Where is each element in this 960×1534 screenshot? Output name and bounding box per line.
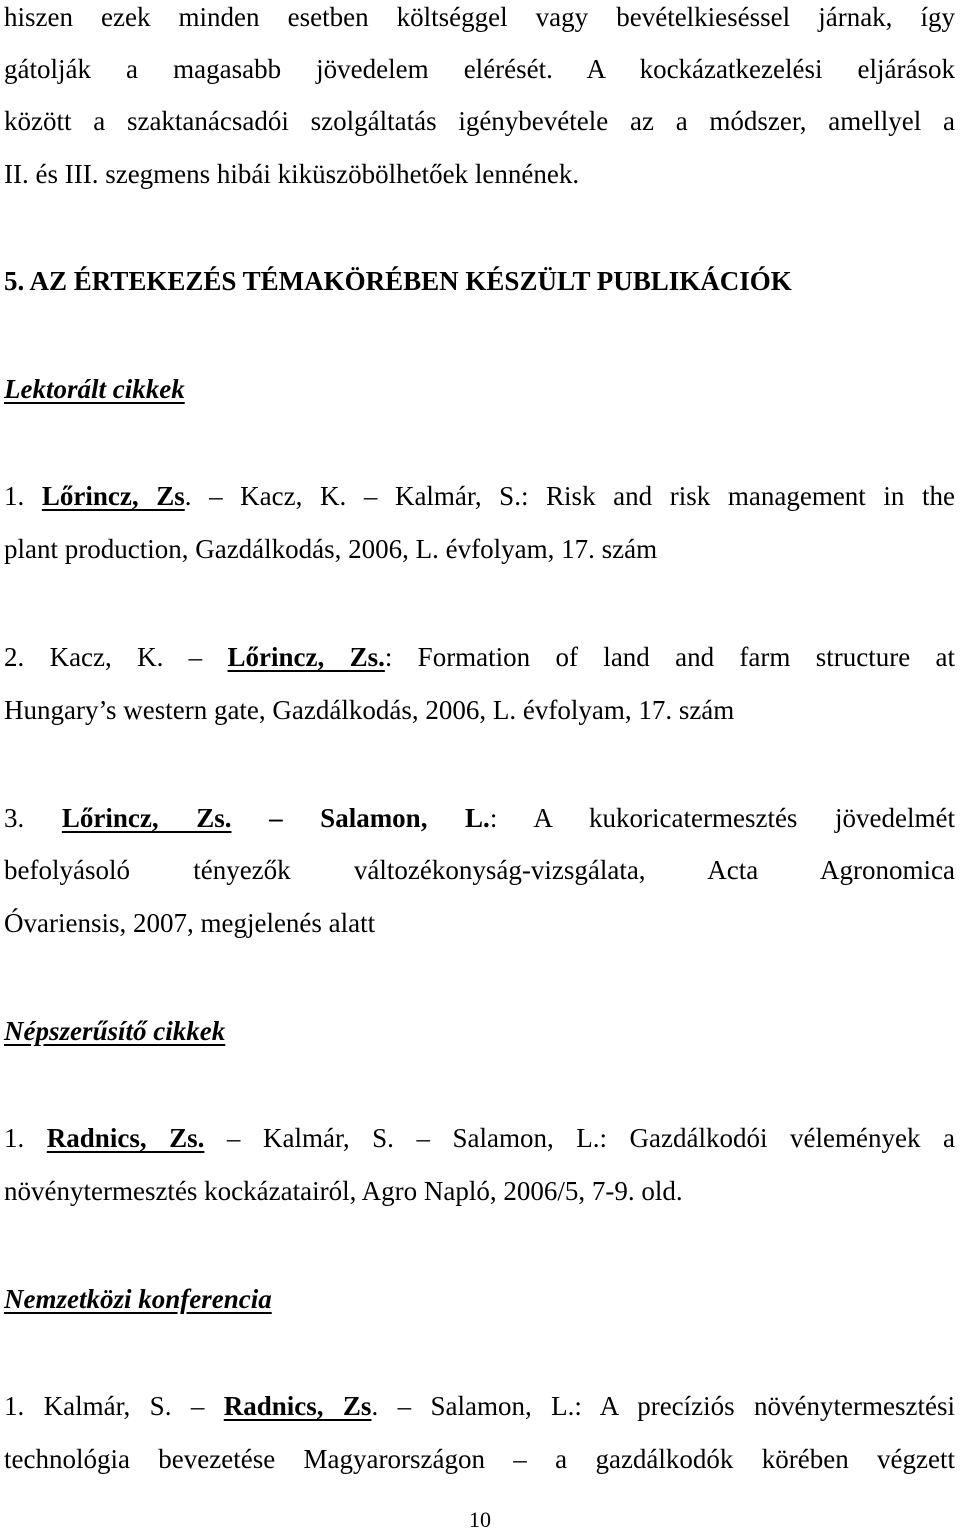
reviewed-item-3-line-2: befolyásoló tényezők változékonyság-vizsgálata, Acta Agronomica [4,855,955,885]
intro-line-1: hiszen ezek minden esetben költséggel vagy bevételkieséssel járnak, így [4,2,955,32]
reviewed-item-3-line-3: Óvariensis, 2007, megjelenés alatt [4,908,376,938]
popular-heading [4,1014,955,1048]
popular-item-1-line-2: növénytermesztés kockázatairól, Agro Napló, 2006/5, 7-9. old. [4,1176,683,1206]
page-number: 10 [469,1507,491,1532]
conference-item-1-line-2: technológia bevezetése Magyarországon – a gazdálkodók körében végzett [4,1444,955,1474]
reviewed-item-2-line-1: 2. Kacz, K. – Lőrincz, Zs.: Formation of land and farm structure at [4,642,956,672]
reviewed-heading-text: Lektorált cikkek [4,374,185,404]
intro-line-4: II. és III. szegmens hibái kiküszöbölhetőek lennének. [4,159,580,189]
conference-heading [4,1282,955,1316]
section-heading: 5. AZ ÉRTEKEZÉS TÉMAKÖRÉBEN KÉSZÜLT PUBLIKÁCIÓK [4,266,792,296]
reviewed-item-1-line-2: plant production, Gazdálkodás, 2006, L. évfolyam, 17. szám [4,534,658,564]
author-highlight: Lőrincz, Zs. [61,803,232,833]
reviewed-item-3-line-1: 3. Lőrincz, Zs. – Salamon, L.: A kukoricatermesztés jövedelmét [4,803,956,833]
author-highlight: Radnics, Zs [223,1391,372,1421]
popular-heading-text: Népszerűsítő cikkek [4,1016,226,1046]
author-highlight: Radnics, Zs. [46,1123,205,1153]
intro-line-2: gátolják a magasabb jövedelem elérését. A kockázatkezelési eljárások [4,54,955,84]
reviewed-item-2-line-2: Hungary’s western gate, Gazdálkodás, 2006, L. évfolyam, 17. szám [4,695,735,725]
author-highlight: Lőrincz, Zs. [227,642,385,672]
intro-line-3: között a szaktanácsadói szolgáltatás igénybevétele az a módszer, amellyel a [4,106,955,136]
reviewed-heading [4,372,955,406]
conference-heading-text: Nemzetközi konferencia [4,1284,272,1314]
author-highlight: Lőrincz, Zs [41,481,185,511]
conference-item-1-line-1: 1. Kalmár, S. – Radnics, Zs. – Salamon, L.: A precíziós növénytermesztési [4,1391,955,1421]
popular-item-1-line-1: 1. Radnics, Zs. – Kalmár, S. – Salamon, L.: Gazdálkodói vélemények a [4,1123,956,1153]
reviewed-item-1-line-1: 1. Lőrincz, Zs. – Kacz, K. – Kalmár, S.: Risk and risk management in the [4,481,956,511]
